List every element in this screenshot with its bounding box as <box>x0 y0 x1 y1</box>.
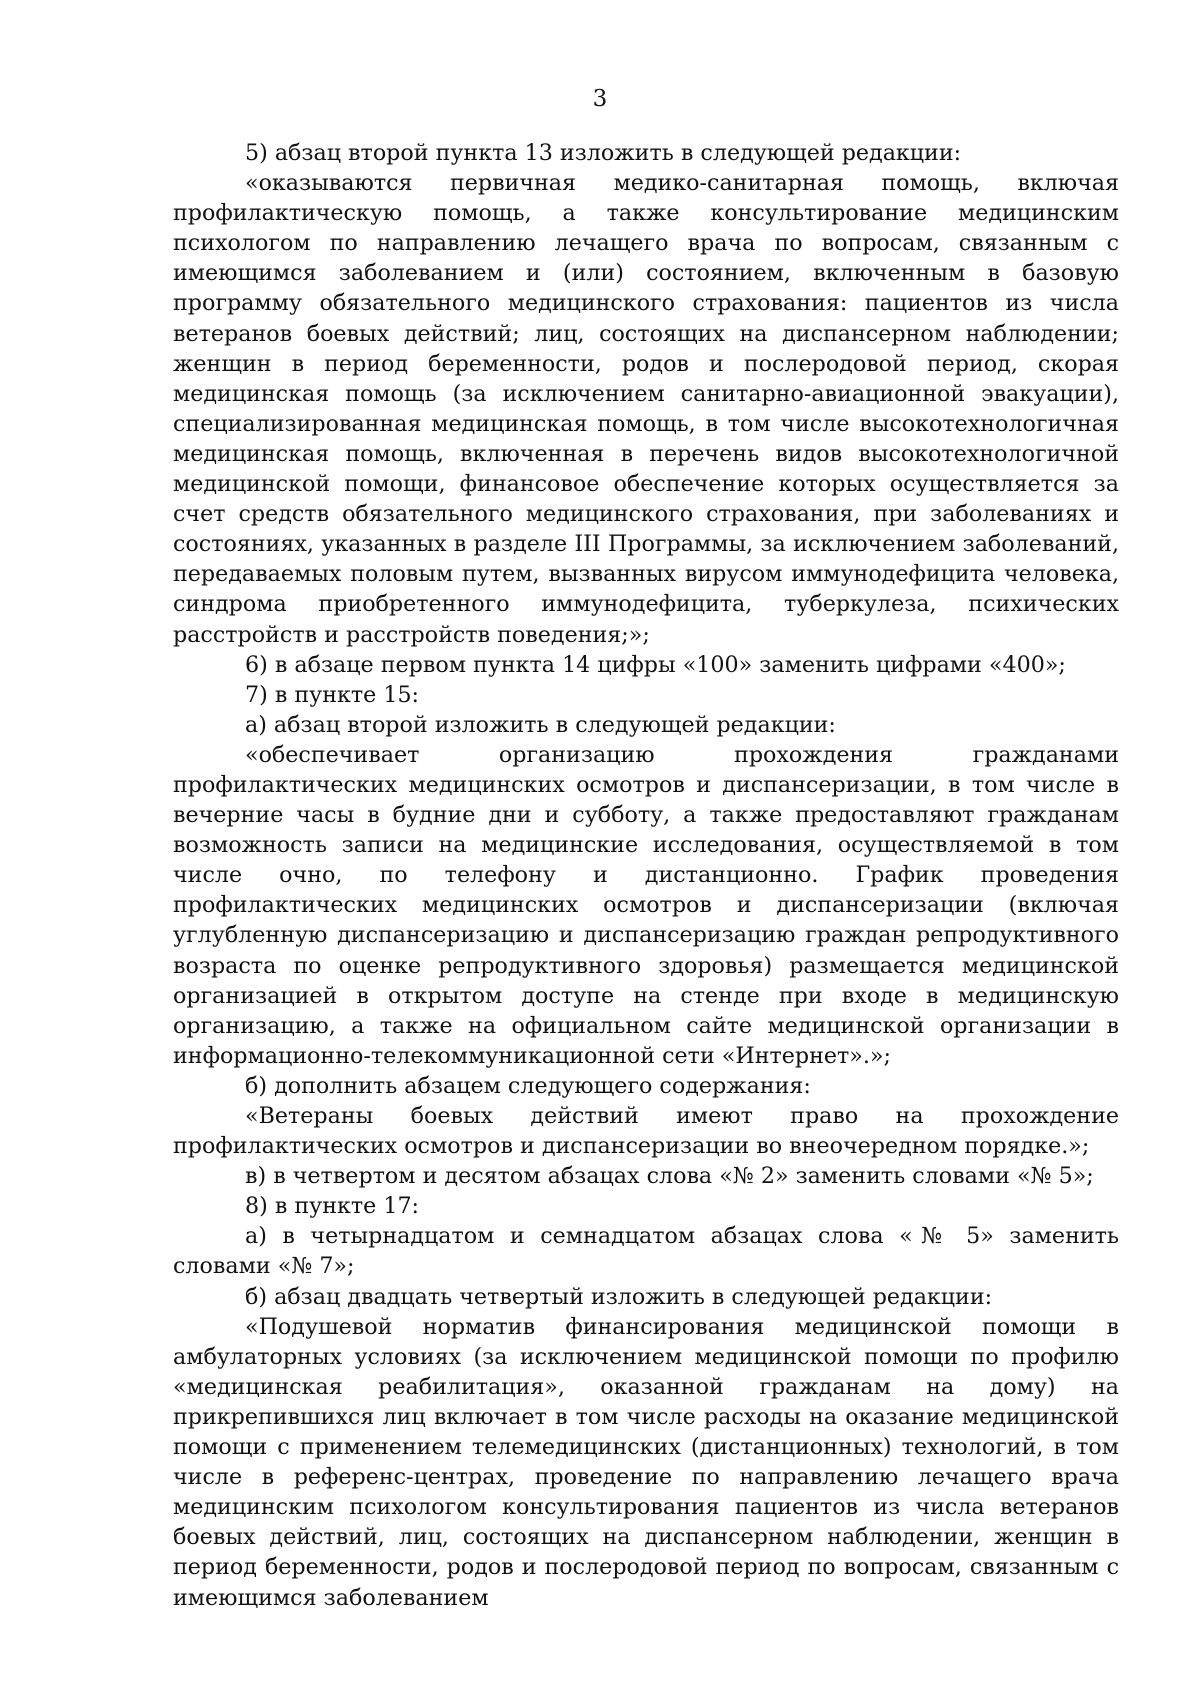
paragraph-item-6: 6) в абзаце первом пункта 14 цифры «100» заменить цифрами «400»; <box>245 651 1066 678</box>
paragraph-item-5: 5) абзац второй пункта 13 изложить в следующей редакции: <box>245 140 962 166</box>
page-number: 3 <box>592 86 608 112</box>
paragraph-item-7a-text: «обеспечивает организацию прохождения гражданами профилактических медицинских осмотров и диспансеризации, в том числе в вечерние часы в будние дни и субботу, а также предоставляют гражданам возможность записи на медицинские исследования, осуществляемой в том числе очно, по телефону и дистанционно. График проведения профилактических медицинских осмотров и диспансеризации (включая углубленную диспансеризацию и диспансеризацию граждан репродуктивного возраста по оценке репродуктивного здоровья) размещается медицинской организацией в открытом доступе на стенде при входе в медицинскую организацию, а также на официальном сайте медицинской организации в информационно-телекоммуникационной сети «Интернет».»; <box>173 741 1119 1069</box>
paragraph-item-5-text: «оказываются первичная медико-санитарная помощь, включая профилактическую помощь, а также консультирование медицинским психологом по направлению лечащего врача по вопросам, связанным с имеющимся заболеванием и (или) состоянием, включенным в базовую программу обязательного медицинского страхования: пациентов из числа ветеранов боевых действий; лиц, состоящих на диспансерном наблюдении; женщин в период беременности, родов и послеродовой период, скорая медицинская помощь (за исключением санитарно-авиационной эвакуации), специализированная медицинская помощь, в том числе высокотехнологичная медицинская помощь, включенная в перечень видов высокотехнологичной медицинской помощи, финансовое обеспечение которых осуществляется за счет средств обязательного медицинского страхования, при заболеваниях и состояниях, указанных в разделе III Программы, за исключением заболеваний, передаваемых половым путем, вызванных вирусом иммунодефицита человека, синдрома приобретенного иммунодефицита, туберкулеза, психических расстройств и расстройств поведения;»; <box>173 170 1119 648</box>
paragraph-item-8b-text: «Подушевой норматив финансирования медицинской помощи в амбулаторных условиях (за исключением медицинской помощи по профилю «медицинская реабилитация», оказанной гражданам на дому) на прикрепившихся лиц включает в том числе расходы на оказание медицинской помощи с применением телемедицинских (дистанционных) технологий, в том числе в референс-центрах, проведение по направлению лечащего врача медицинским психологом консультирования пациентов из числа ветеранов боевых действий, лиц, состоящих на диспансерном наблюдении, женщин в период беременности, родов и послеродовой период по вопросам, связанным с имеющимся заболеванием <box>173 1313 1119 1611</box>
paragraph-item-8a: а) в четырнадцатом и семнадцатом абзацах слова «№ 5» заменить словами «№ 7»; <box>173 1223 1119 1280</box>
paragraph-item-7v: в) в четвертом и десятом абзацах слова «№ 2» заменить словами «№ 5»; <box>245 1163 1094 1190</box>
document-body <box>173 138 1119 1613</box>
paragraph-item-8: 8) в пункте 17: <box>245 1193 420 1220</box>
paragraph-item-7b: б) дополнить абзацем следующего содержания: <box>245 1072 811 1099</box>
paragraph-item-8b: б) абзац двадцать четвертый изложить в следующей редакции: <box>245 1283 993 1310</box>
paragraph-item-7: 7) в пункте 15: <box>245 681 420 708</box>
paragraph-item-7a: а) абзац второй изложить в следующей редакции: <box>245 711 836 738</box>
paragraph-item-7b-text: «Ветераны боевых действий имеют право на прохождение профилактических осмотров и диспансеризации во внеочередном порядке.»; <box>173 1103 1119 1160</box>
